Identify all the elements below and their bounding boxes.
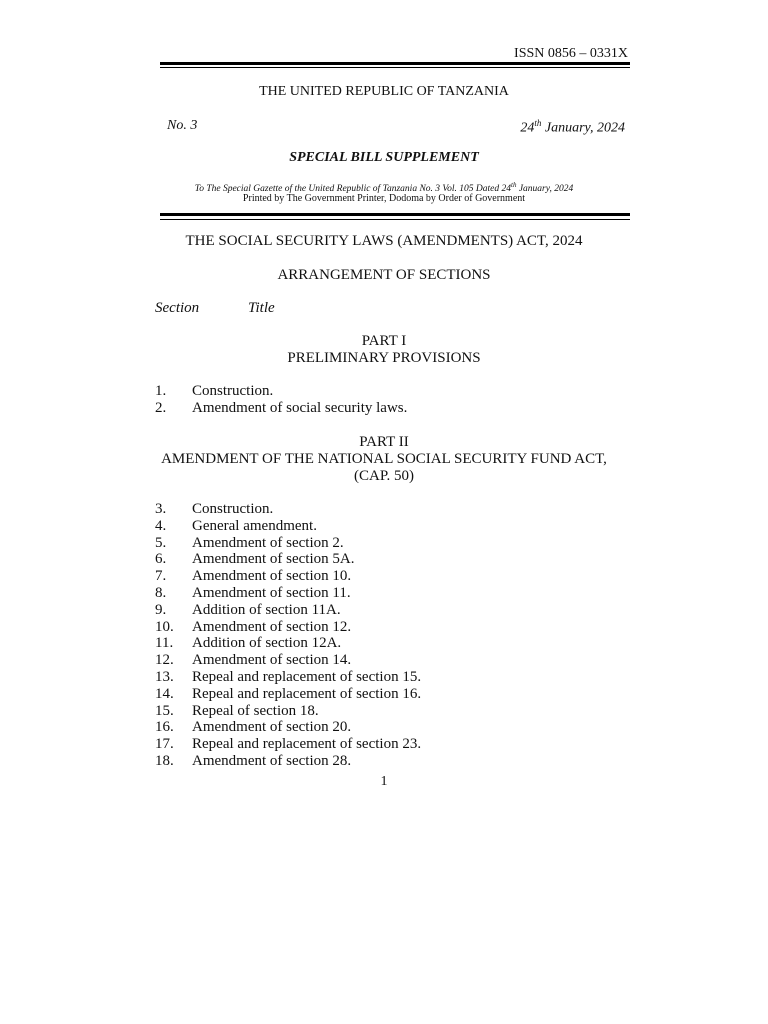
section-title: Repeal of section 18. <box>192 702 319 719</box>
section-number: 3. <box>155 501 167 517</box>
list-item <box>155 602 421 619</box>
page-number: 1 <box>380 774 388 789</box>
section-number: 9. <box>155 601 167 618</box>
section-number: 12. <box>155 652 174 669</box>
section-title: Amendment of section 11. <box>192 584 351 601</box>
gazette-number: No. 3 <box>167 118 198 133</box>
top-rule-thick <box>160 62 630 65</box>
section-number: 2. <box>155 399 167 416</box>
list-item <box>155 535 421 552</box>
section-number: 17. <box>155 736 174 753</box>
arrangement-heading: ARRANGEMENT OF SECTIONS <box>277 267 491 283</box>
list-item <box>155 619 421 636</box>
section-title: Amendment of section 20. <box>192 719 352 736</box>
list-item <box>155 585 421 602</box>
issn-number: ISSN 0856 – 0331X <box>514 46 628 61</box>
section-number: 4. <box>155 517 167 534</box>
column-section-heading: Section <box>155 300 200 316</box>
section-title: Amendment of section 10. <box>192 568 352 585</box>
section-number: 8. <box>155 584 167 601</box>
section-title: Construction. <box>192 501 274 517</box>
section-title: Amendment of section 28. <box>192 752 352 769</box>
header-rule-thick <box>160 213 630 216</box>
part2-heading-line1: AMENDMENT OF THE NATIONAL SOCIAL SECURITY FUND ACT, <box>161 451 607 467</box>
section-title: Repeal and replacement of section 15. <box>192 668 422 685</box>
list-item <box>155 736 421 753</box>
supplement-title: SPECIAL BILL SUPPLEMENT <box>289 150 479 165</box>
republic-title: THE UNITED REPUBLIC OF TANZANIA <box>259 84 509 99</box>
section-title: Amendment of section 14. <box>192 652 352 669</box>
column-title-heading: Title <box>248 300 275 316</box>
list-item <box>155 501 421 518</box>
section-title: Amendment of social security laws. <box>192 399 408 416</box>
header-rule-thin <box>160 219 630 220</box>
section-title: Repeal and replacement of section 16. <box>192 685 422 702</box>
list-item <box>155 400 407 417</box>
list-item <box>155 551 421 568</box>
part1-section-list <box>155 383 407 417</box>
gazette-ref-pre: To The Special Gazette of the United Republic of Tanzania No. 3 Vol. 105 Dated 24 <box>194 184 512 195</box>
part1-label: PART I <box>361 333 407 349</box>
section-number: 16. <box>155 719 174 736</box>
top-rule-thin <box>160 67 630 68</box>
section-number: 14. <box>155 685 174 702</box>
list-item <box>155 568 421 585</box>
section-number: 1. <box>155 383 167 399</box>
list-item <box>155 703 421 720</box>
section-title: Addition of section 12A. <box>192 635 342 652</box>
part2-label: PART II <box>359 434 409 450</box>
gazette-date-rest: January, 2024 <box>541 120 625 136</box>
gazette-date-day: 24 <box>520 120 535 136</box>
list-item <box>155 753 421 770</box>
list-item <box>155 383 407 400</box>
section-number: 5. <box>155 534 167 551</box>
part2-section-list <box>155 501 421 770</box>
section-title: Amendment of section 5A. <box>192 551 355 568</box>
gazette-ref-post: January, 2024 <box>516 184 574 195</box>
section-number: 18. <box>155 752 174 769</box>
section-number: 11. <box>155 635 174 652</box>
section-number: 15. <box>155 702 174 719</box>
part2-heading-line2: (CAP. 50) <box>353 468 414 484</box>
gazette-ref-sup: th <box>511 181 517 189</box>
printer-line: Printed by The Government Printer, Dodoma by Order of Government <box>242 193 526 204</box>
gazette-date <box>520 118 625 137</box>
list-item <box>155 635 421 652</box>
section-number: 13. <box>155 668 174 685</box>
section-title: Addition of section 11A. <box>192 601 341 618</box>
section-title: Repeal and replacement of section 23. <box>192 736 422 753</box>
section-number: 10. <box>155 618 174 635</box>
list-item <box>155 669 421 686</box>
part1-heading: PRELIMINARY PROVISIONS <box>287 350 481 366</box>
list-item <box>155 652 421 669</box>
section-title: Amendment of section 2. <box>192 534 344 551</box>
section-title: General amendment. <box>192 517 317 534</box>
section-number: 7. <box>155 568 167 585</box>
act-title: THE SOCIAL SECURITY LAWS (AMENDMENTS) ACT, 2024 <box>185 233 583 249</box>
list-item <box>155 686 421 703</box>
gazette-date-suffix: th <box>534 118 542 128</box>
section-title: Construction. <box>192 383 274 399</box>
section-title: Amendment of section 12. <box>192 618 352 635</box>
list-item <box>155 719 421 736</box>
list-item <box>155 518 421 535</box>
section-number: 6. <box>155 551 167 568</box>
